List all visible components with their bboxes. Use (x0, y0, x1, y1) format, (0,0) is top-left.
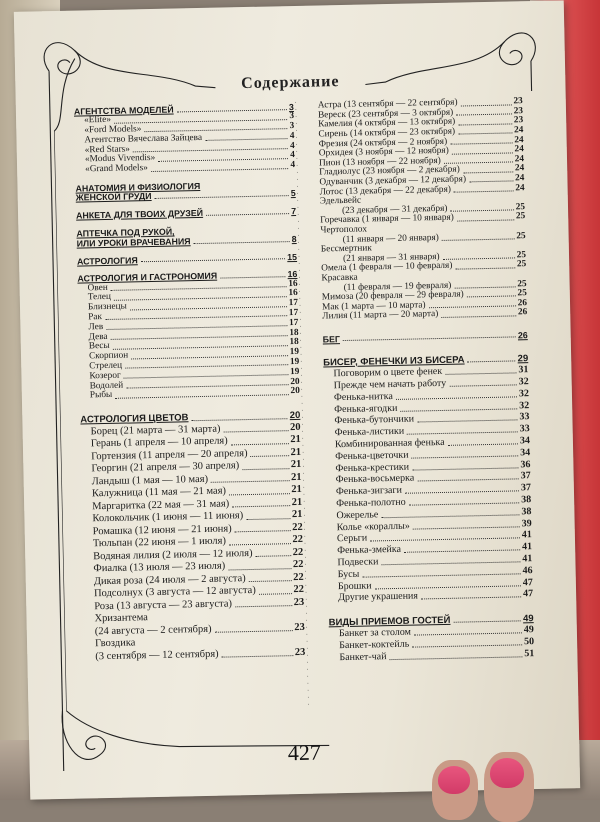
toc-entry-title: Бусы (337, 568, 360, 580)
dot-leader (463, 171, 513, 173)
toc-page-number: 23 (513, 115, 524, 126)
dot-leader (242, 468, 289, 470)
toc-page-number: 25 (516, 230, 526, 241)
page-title: Содержание (241, 73, 340, 93)
toc-entry-title: (21 января — 31 января) (342, 251, 440, 264)
toc-page-number: 24 (515, 173, 525, 184)
dot-leader (249, 580, 292, 582)
toc-page-number: 38 (521, 505, 532, 518)
toc-entry-title: БИСЕР, ФЕНЕЧКИ ИЗ БИСЕРА (323, 354, 465, 369)
toc-entry-title: Георгин (21 апреля — 30 апреля) (91, 460, 240, 475)
toc-right-column (318, 97, 535, 663)
toc-entry-title: ИЛИ УРОКИ ВРАЧЕВАНИЯ (76, 235, 191, 249)
toc-entry-title: «Ford Models» (84, 124, 142, 136)
toc-page-number: 4 (289, 140, 295, 151)
toc-page-number: 24 (514, 163, 525, 174)
dot-leader (445, 373, 516, 375)
toc-page-number: 18 (289, 327, 299, 338)
toc-page-number: 32 (518, 376, 529, 388)
toc-page-number: 32 (519, 399, 530, 411)
toc-entry-title: АГЕНТСТВА МОДЕЛЕЙ (73, 104, 174, 117)
toc-page-number: 16 (287, 269, 298, 280)
toc-page-number: 23 (294, 621, 305, 633)
toc-page-number: 46 (522, 564, 533, 577)
dot-leader (457, 219, 514, 221)
toc-entry-title: Рак (88, 312, 103, 323)
toc-entry-title: Дикая роза (24 июля — 2 августа) (93, 572, 246, 588)
toc-entry-title: Козерог (89, 370, 121, 382)
dot-leader (458, 123, 512, 125)
toc-entry-title: Банкет за столом (338, 626, 412, 640)
toc-entry-title: Фрезия (24 октября — 2 ноября) (318, 136, 448, 150)
toc-page-number: 7 (291, 206, 297, 217)
dot-leader (450, 210, 513, 212)
toc-entry-title: Подсолнух (3 августа — 12 августа) (93, 585, 256, 600)
dot-leader (458, 133, 512, 135)
dot-leader (468, 361, 516, 363)
toc-entry-title: Ландыш (1 мая — 10 мая) (91, 473, 209, 488)
toc-entry-title: БЕГ (322, 333, 341, 345)
toc-page-number: 20 (290, 376, 300, 387)
toc-page-number: 31 (518, 364, 529, 376)
toc-page-number: 18 (289, 337, 299, 348)
toc-page-number: 21 (290, 446, 302, 458)
toc-page-number: 49 (523, 624, 534, 636)
toc-entry-title: Маргаритка (22 мая — 31 мая) (92, 498, 230, 513)
toc-entry-title: Ромашка (12 июня — 21 июня) (92, 523, 232, 538)
toc-entry-title: Стрелец (89, 360, 123, 372)
toc-page-number: 25 (515, 211, 526, 222)
toc-entry-title: Поговорим о цвете фенек (333, 366, 443, 380)
dot-leader (228, 568, 291, 570)
toc-page-number: 17 (288, 308, 299, 319)
toc-page-number: 51 (524, 647, 535, 660)
toc-page-number: 20 (289, 421, 301, 433)
toc-entry-title: Комбинированная фенька (334, 436, 445, 451)
dot-leader (454, 286, 515, 288)
toc-page-number: 23 (294, 646, 306, 658)
toc-entry-title: Эдельвейс (319, 195, 362, 207)
toc-entry-title: Хризантема (94, 612, 149, 625)
dot-leader (469, 181, 513, 183)
toc-page-number: 47 (523, 588, 534, 600)
toc-entry-title: Мак (1 марта — 10 марта) (321, 300, 426, 313)
toc-page-number: 38 (521, 494, 532, 506)
toc-page-number: 25 (517, 278, 527, 289)
toc-entry-title: Омела (1 февраля — 10 февраля) (321, 261, 453, 274)
toc-page-number: 8 (291, 233, 297, 244)
toc-entry-title: Гвоздика (94, 637, 136, 650)
toc-entry-title: Фенька-восьмерка (335, 472, 415, 486)
toc-page-number: 19 (289, 347, 300, 358)
toc-entry-title: Рыбы (89, 390, 113, 401)
toc-entry-title: АСТРОЛОГИЯ И ГАСТРОНОМИЯ (77, 271, 218, 284)
toc-entry-title: Фенька-ягодки (334, 402, 398, 415)
toc-entry-title: АПТЕЧКА ПОД РУКОЙ, (76, 226, 175, 239)
toc-page-number: 23 (293, 596, 305, 608)
toc-entry-title: Фенька-полотно (336, 496, 406, 510)
dot-leader (224, 430, 289, 432)
toc-entry-title: Сирень (14 октября — 23 октября) (318, 126, 456, 140)
toc-entry-title: Телец (87, 292, 112, 303)
toc-entry-title: Чертополох (320, 224, 368, 236)
toc-entry-title: «Red Stars» (84, 144, 131, 156)
dot-leader (220, 276, 285, 278)
dot-leader (222, 655, 293, 657)
toc-entry-title: Подвески (337, 556, 379, 569)
toc-entry-title: Фенька-нитка (333, 390, 394, 404)
toc-entry-title: Роза (13 августа — 23 августа) (94, 598, 233, 613)
toc-page-number: 22 (293, 584, 305, 596)
toc-entry-title: Фенька-зигзаги (335, 485, 403, 498)
toc-page-number: 34 (520, 446, 531, 459)
toc-entry-title: Ожерелье (336, 509, 379, 522)
toc-entry-title: Серьги (336, 532, 368, 545)
dot-leader (235, 530, 291, 532)
toc-page-number: 25 (516, 249, 527, 261)
toc-page-number: 3 (288, 102, 294, 113)
toc-entry-title: «Grand Models» (85, 163, 148, 175)
dot-leader (246, 518, 290, 520)
toc-page-number: 41 (522, 541, 533, 553)
toc-page-number: 5 (290, 188, 296, 199)
toc-entry-title: (11 февраля — 19 февраля) (343, 280, 452, 293)
toc-page-number: 24 (515, 182, 525, 194)
page-number: 427 (287, 739, 322, 766)
fingernail (490, 758, 524, 788)
toc-page-number: 17 (288, 298, 299, 309)
dot-leader (229, 543, 291, 545)
toc-entry-title: Герань (1 апреля — 10 апреля) (90, 435, 228, 450)
dot-leader (441, 315, 516, 318)
toc-page-number: 32 (518, 387, 530, 400)
toc-entry-title: Близнецы (87, 301, 127, 313)
toc-entry-title: Агентство Вячеслава Зайцева (84, 132, 203, 146)
toc-page-number: 21 (291, 496, 303, 508)
dot-leader (450, 142, 512, 144)
toc-page-number: 17 (288, 317, 299, 328)
toc-entry-title: Колье «кораллы» (336, 520, 410, 533)
toc-page-number: 26 (517, 307, 528, 318)
toc-page-number: 25 (517, 288, 527, 299)
toc-page-number: 24 (514, 144, 524, 155)
toc-page-number: 19 (289, 356, 300, 368)
toc-entry-title: АСТРОЛОГИЯ ЦВЕТОВ (80, 412, 189, 426)
toc-entry-title: Орхидея (3 ноября — 12 ноября) (318, 146, 449, 159)
toc-page-number: 34 (519, 435, 531, 447)
dot-leader (231, 443, 289, 445)
toc-page-number: 24 (514, 134, 524, 146)
fingernail (438, 766, 470, 794)
dot-leader (390, 656, 523, 660)
dot-leader (256, 555, 291, 557)
toc-entry-title: АНАТОМИЯ И ФИЗИОЛОГИЯ (75, 180, 201, 194)
dot-leader (251, 455, 289, 457)
toc-entry-title: Тюльпан (22 июня — 1 июля) (92, 535, 227, 550)
toc-page-number: 22 (292, 534, 304, 546)
dot-leader (454, 190, 513, 192)
dot-leader (232, 505, 289, 507)
toc-page-number: 29 (517, 353, 529, 365)
toc-left-column (74, 102, 306, 663)
dot-leader (455, 267, 515, 269)
toc-page-number: 26 (517, 297, 528, 309)
toc-page-number: 22 (292, 559, 304, 571)
toc-page-number: 20 (290, 386, 300, 397)
toc-entry-title: Дева (88, 331, 108, 342)
toc-page-number: 3 (289, 111, 295, 122)
toc-page-number: 19 (290, 366, 300, 377)
toc-entry-title: Одуванчик (3 декабря — 12 декабря) (319, 174, 467, 188)
dot-leader (456, 114, 512, 116)
toc-entry-title: Скорпион (88, 350, 129, 362)
toc-entry-title: Фенька-бутончики (334, 413, 415, 427)
toc-entry-title: Банкет-коктейль (339, 638, 410, 652)
dot-leader (467, 296, 516, 298)
toc-entry-title: Лотос (13 декабря — 22 декабря) (319, 184, 452, 198)
toc-page-number: 41 (521, 529, 532, 541)
toc-entry-title: АСТРОЛОГИЯ (76, 254, 138, 267)
toc-entry-title: Красавка (321, 272, 358, 284)
toc-page-number: 3 (289, 121, 295, 132)
toc-entry-title: ВИДЫ ПРИЕМОВ ГОСТЕЙ (328, 614, 451, 629)
dot-leader (443, 258, 515, 261)
toc-page-number: 23 (513, 106, 524, 117)
dot-leader (235, 605, 292, 607)
toc-entry-title: (24 августа — 2 сентября) (94, 623, 212, 638)
toc-page-number: 22 (292, 521, 303, 533)
toc-entry-title: Другие украшения (338, 590, 419, 604)
toc-entry-title: Весы (88, 341, 110, 352)
toc-page-number: 50 (523, 636, 535, 648)
toc-entry-title: (23 декабря — 31 декабря) (341, 203, 448, 216)
toc-entry-title: Фенька-цветочки (335, 449, 409, 463)
toc-page-number: 4 (290, 160, 296, 171)
toc-page-number: 15 (287, 251, 298, 262)
toc-entry-title: Калужница (11 мая — 21 мая) (91, 485, 227, 500)
dot-leader (442, 238, 515, 241)
dot-leader (449, 384, 516, 386)
toc-entry-title: (3 сентября — 12 сентября) (95, 648, 219, 662)
toc-entry-title: ЖЕНСКОЙ ГРУДИ (75, 191, 152, 203)
toc-page-number: 41 (522, 553, 533, 565)
toc-entry-title: Астра (13 сентября — 22 сентября) (317, 97, 458, 111)
toc-page-number: 22 (293, 571, 304, 583)
toc-page-number: 25 (516, 259, 527, 270)
toc-entry-title: Фенька-змейка (337, 544, 402, 557)
toc-entry-title: «Elite» (83, 115, 112, 126)
toc-page-number: 23 (513, 96, 523, 107)
toc-entry-title: Овен (87, 282, 108, 294)
dot-leader (259, 593, 292, 595)
toc-page-number: 25 (515, 202, 526, 213)
toc-entry-title: Банкет-чай (339, 650, 387, 663)
dot-leader (229, 493, 289, 495)
toc-entry-title: (11 января — 20 января) (342, 232, 439, 245)
dot-leader (453, 621, 521, 623)
toc-page-number: 21 (290, 459, 302, 471)
toc-page-number: 16 (288, 288, 298, 299)
toc-page-number: 33 (519, 411, 530, 423)
dot-leader (452, 152, 513, 154)
toc-entry-title: Лев (88, 321, 104, 333)
toc-page-number: 37 (520, 470, 531, 482)
toc-entry-title: Фенька-листики (334, 425, 405, 439)
book-page (14, 0, 580, 799)
toc-entry-title: Прежде чем начать работу (333, 377, 447, 392)
toc-entry-title: Водяная лилия (2 июля — 12 июля) (93, 547, 253, 563)
toc-page-number: 26 (517, 329, 528, 341)
toc-entry-title: Бессмертник (320, 243, 372, 255)
toc-page-number: 21 (291, 484, 302, 496)
toc-entry-title: Мимоза (20 февраля — 29 февраля) (321, 289, 464, 303)
toc-entry-title: Фенька-крестики (335, 461, 410, 474)
toc-page-number: 33 (519, 423, 530, 435)
toc-page-number: 39 (521, 517, 532, 529)
toc-page-number: 21 (291, 509, 303, 521)
toc-page-number: 21 (290, 434, 301, 446)
toc-entry-title: Водолей (89, 380, 124, 391)
toc-page-number: 20 (289, 410, 301, 422)
toc-entry-title: Гладиолус (23 ноября — 2 декабря) (319, 164, 460, 178)
toc-page-number: 21 (291, 471, 302, 483)
toc-entry-title: Колокольчик (1 июня — 11 июня) (92, 510, 244, 525)
toc-entry-title: АНКЕТА ДЛЯ ТВОИХ ДРУЗЕЙ (75, 208, 204, 221)
dot-leader (461, 104, 512, 106)
toc-page-number: 24 (514, 125, 524, 136)
toc-entry-title: Брошки (337, 580, 372, 592)
toc-page-number: 24 (514, 154, 525, 165)
toc-entry-title: Гортензия (11 апреля — 20 апреля) (91, 447, 248, 463)
toc-entry-title: Горечавка (1 января — 10 января) (320, 213, 454, 226)
toc-entry-title: Фиалка (13 июля — 23 июля) (93, 560, 226, 575)
toc-page-number: 37 (520, 482, 532, 494)
toc-page-number: 49 (522, 612, 534, 625)
toc-entry-title: Вереск (23 сентября — 3 октября) (317, 107, 454, 121)
toc-page-number: 36 (520, 458, 531, 470)
toc-entry-title: Пион (13 ноября — 22 ноября) (318, 155, 441, 169)
toc-entry-title: Борец (21 марта — 31 марта) (90, 423, 221, 438)
toc-entry-title: Камелия (4 октября — 13 октября) (318, 117, 456, 130)
toc-entry-title: «Modus Vivendis» (84, 153, 156, 165)
toc-entry-title: Лилия (11 марта — 20 марта) (322, 309, 439, 322)
toc-page-number: 47 (522, 576, 533, 588)
toc-page-number: 22 (292, 546, 304, 558)
toc-page-number: 16 (288, 278, 298, 289)
dot-leader (448, 443, 518, 445)
toc-page-number: 4 (290, 150, 295, 161)
toc-page-number: 4 (289, 130, 295, 141)
